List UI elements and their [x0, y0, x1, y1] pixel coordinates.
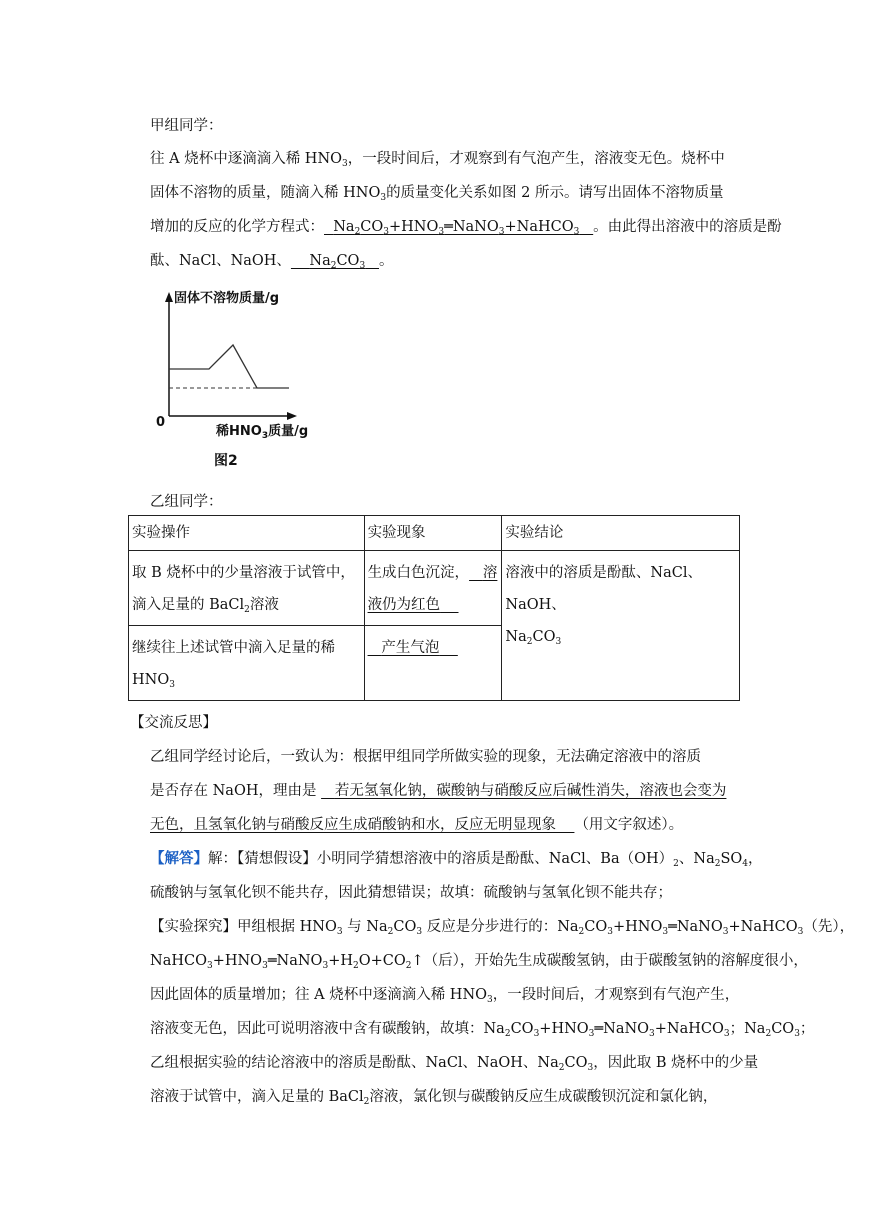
- header-phenomenon: 实验现象: [364, 516, 502, 551]
- answer-tag: 【解答】: [150, 850, 208, 867]
- row2-operation: 继续往上述试管中滴入足量的稀 $HNO_3$: [129, 626, 365, 701]
- answer-solute: $Na_2CO_3$: [309, 253, 366, 271]
- reflect-line1: 乙组同学经讨论后，一致认为：根据甲组同学所做实验的现象，无法确定溶液中的溶质: [150, 749, 701, 765]
- reflect-heading: 【交流反思】: [130, 715, 217, 731]
- reflect-line3: 无色，且氢氧化钠与硝酸反应生成硝酸钠和水，反应无明显现象 （用文字叙述）。: [150, 817, 684, 833]
- conclusion-cell: 溶液中的溶质是酚酞、NaCl、NaOH、 $Na_2CO_3$: [502, 551, 740, 701]
- figure-2-graph: [150, 288, 320, 478]
- header-conclusion: 实验结论: [502, 516, 740, 551]
- y-axis-label: 固体不溶物质量/g: [174, 291, 280, 306]
- para1-line4: 酞、NaCl、NaOH、 $Na_2CO_3$ 。: [150, 253, 394, 271]
- row1-phenomenon: 生成白色沉淀， 溶 液仍为红色: [364, 551, 502, 626]
- answer-line8: 溶液于试管中，滴入足量的 BaCl$_2$溶液，氯化钡与碳酸钠反应生成碳酸钡沉淀和氯化钠，: [150, 1089, 718, 1107]
- figure-caption: 图2: [214, 453, 238, 469]
- answer-line5: 因此固体的质量增加；往 A 烧杯中逐滴滴入稀 $HNO_3$，一段时间后，才观察到有气泡产生，: [150, 987, 740, 1005]
- answer-line7: 乙组根据实验的结论溶液中的溶质是酚酞、NaCl、NaOH、$Na_2CO_3$，因此取 B 烧杯中的少量: [150, 1055, 759, 1073]
- answer-line4: $NaHCO_3+HNO_3═NaNO_3+H_2O+CO_2↑$（后），开始先生成碳酸氢钠，由于碳酸氢钠的溶解度很小，: [150, 953, 808, 971]
- row2-phenomenon: 产生气泡: [364, 626, 502, 701]
- answer-equation: $Na_2CO_3+HNO_3═NaNO_3+NaHCO_3$: [333, 219, 580, 237]
- table-header-row: [129, 516, 740, 551]
- experiment-table: [128, 515, 740, 701]
- row1-operation: 取 B 烧杯中的少量溶液于试管中， 滴入足量的 BaCl$_2$溶液: [129, 551, 365, 626]
- para1-line1: 往 A 烧杯中逐滴滴入稀 $HNO_3$，一段时间后，才观察到有气泡产生，溶液变无色。烧杯中: [150, 151, 725, 169]
- origin-label: 0: [156, 415, 166, 430]
- table-row: [129, 551, 740, 626]
- answer-line3: 【实验探究】甲组根据 $HNO_3$ 与 $Na_2CO_3$ 反应是分步进行的：$Na_2CO_3+HNO_3═NaNO_3+NaHCO_3$（先），: [150, 919, 855, 937]
- x-axis-label: 稀$HNO_3$质量/g: [216, 424, 309, 441]
- answer-line6: 溶液变无色，因此可说明溶液中含有碳酸钠，故填：$Na_2CO_3+HNO_3═NaNO_3+NaHCO_3$；$Na_2CO_3$；: [150, 1021, 815, 1039]
- heading-yi: 乙组同学：: [150, 494, 223, 510]
- para1-line2: 固体不溶物的质量，随滴入稀 $HNO_3$的质量变化关系如图 2 所示。请写出固体不溶物质量: [150, 185, 724, 203]
- y-axis-arrow-icon: [165, 292, 173, 302]
- header-operation: 实验操作: [129, 516, 365, 551]
- x-axis-arrow-icon: [287, 412, 297, 420]
- mass-curve: [169, 345, 289, 388]
- reflect-line2: 是否存在 NaOH，理由是 若无氢氧化钠，碳酸钠与硝酸反应后碱性消失，溶液也会变为: [150, 783, 727, 799]
- heading-jia: 甲组同学：: [150, 118, 223, 134]
- answer-line2: 硫酸钠与氢氧化钡不能共存，因此猜想错误；故填：硫酸钠与氢氧化钡不能共存；: [150, 885, 672, 901]
- answer-line1: 【解答】解：【猜想假设】小明同学猜想溶液中的溶质是酚酞、NaCl、$Ba(OH)_2$、$Na_2SO_4$，: [150, 850, 763, 869]
- para1-line3: 增加的反应的化学方程式： $Na_2CO_3+HNO_3═NaNO_3+NaHCO_3$ 。由此得出溶液中的溶质是酚: [150, 219, 782, 237]
